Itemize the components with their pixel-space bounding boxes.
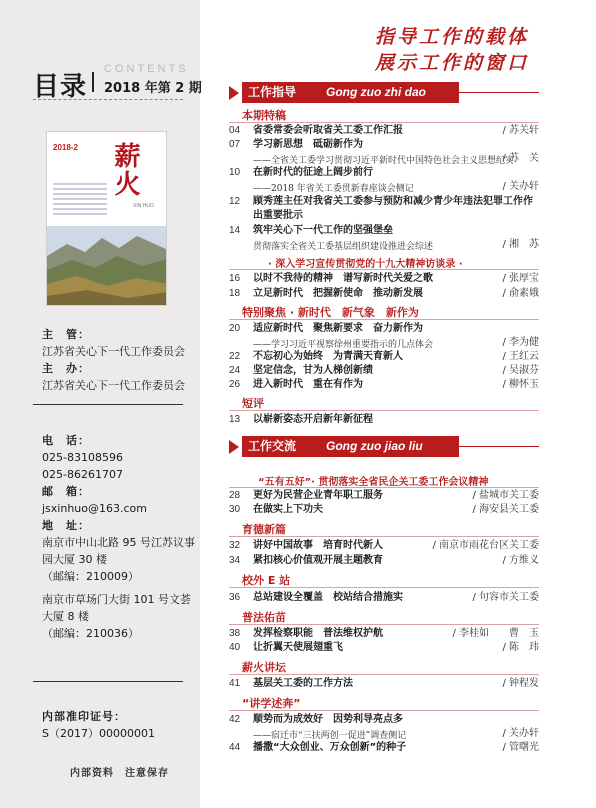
article-author: / 柳怀玉 bbox=[502, 379, 539, 390]
page-number: 40 bbox=[229, 642, 241, 653]
interview-banner: · 深入学习宣传贯彻党的十九大精神访谈录 · bbox=[268, 259, 463, 270]
sidebar-divider bbox=[33, 681, 183, 682]
address-label: 地 址： bbox=[42, 519, 90, 532]
address1-line1: 南京市中山北路 95 号江苏议事 bbox=[42, 536, 195, 549]
category-rule bbox=[229, 710, 539, 711]
category-feature: 本期特稿 bbox=[242, 109, 286, 122]
section-rule bbox=[459, 92, 539, 93]
category-lecture: 薪火讲坛 bbox=[242, 661, 286, 674]
page-number: 10 bbox=[229, 167, 241, 178]
arrow-icon bbox=[229, 86, 239, 100]
article-title: 顾秀莲主任对我省关工委参与预防和减少青少年违法犯罪工作作 bbox=[253, 196, 533, 207]
article-title: 更好为民营企业青年职工服务 bbox=[253, 490, 383, 501]
article-title: 进入新时代 重在有作为 bbox=[253, 379, 363, 390]
contents-word: CONTENTS bbox=[104, 63, 189, 75]
toc-row[interactable] bbox=[229, 272, 539, 286]
section-header-work-guidance bbox=[229, 82, 539, 103]
page-number: 18 bbox=[229, 288, 241, 299]
page-number: 13 bbox=[229, 414, 241, 425]
article-title: 筑牢关心下一代工作的坚强堡垒 bbox=[253, 225, 393, 236]
article-title-continued: 出重要批示 bbox=[253, 210, 303, 221]
category-rule bbox=[229, 536, 539, 537]
article-subtitle: ——全省关工委学习贯彻习近平新时代中国特色社会主义思想纪实 bbox=[253, 156, 515, 166]
article-author: / 海安县关工委 bbox=[472, 504, 539, 515]
page-number: 04 bbox=[229, 125, 241, 136]
toc-row[interactable] bbox=[229, 166, 539, 180]
email-value: jsxinhuo@163.com bbox=[42, 502, 147, 515]
category-special-focus: 特别聚焦 · 新时代 新气象 新作为 bbox=[242, 306, 419, 319]
article-author: / 盐城市关工委 bbox=[472, 490, 539, 501]
page-number: 42 bbox=[229, 714, 241, 725]
article-author: / 方维义 bbox=[502, 555, 539, 566]
article-title: 以崭新姿态开启新年新征程 bbox=[253, 414, 373, 425]
toc-row[interactable] bbox=[229, 489, 539, 503]
article-title: 基层关工委的工作方法 bbox=[253, 678, 353, 689]
toc-row[interactable] bbox=[229, 741, 539, 755]
toc-row[interactable] bbox=[229, 322, 539, 336]
article-author: / 张厚宝 bbox=[502, 273, 539, 284]
address2-line2: 大厦 8 楼 bbox=[42, 610, 89, 623]
toc-row[interactable] bbox=[229, 224, 539, 238]
article-title: 让折翼天使展翅重飞 bbox=[253, 642, 343, 653]
cover-issue: 2018-2 bbox=[53, 143, 78, 152]
page-number: 16 bbox=[229, 273, 241, 284]
sponsor-block bbox=[42, 326, 185, 394]
article-title: 以时不我待的精神 谱写新时代关爱之歌 bbox=[253, 273, 433, 284]
magazine-cover bbox=[46, 131, 167, 306]
article-author: / 南京市雨花台区关工委 bbox=[432, 540, 539, 551]
address2-zip: （邮编：210036） bbox=[42, 627, 139, 640]
toc-row[interactable] bbox=[229, 503, 539, 517]
category-rule bbox=[229, 674, 539, 675]
article-author: / 俞素娥 bbox=[502, 288, 539, 299]
permit-label: 内部准印证号： bbox=[42, 710, 126, 723]
contact-block bbox=[42, 432, 195, 642]
page-number: 32 bbox=[229, 540, 241, 551]
toc-row[interactable] bbox=[229, 364, 539, 378]
article-author: / 苏 关 bbox=[502, 153, 539, 164]
article-title: 讲好中国故事 培育时代新人 bbox=[253, 540, 383, 551]
dashed-divider bbox=[33, 99, 183, 100]
page-number: 34 bbox=[229, 555, 241, 566]
category-rule bbox=[229, 122, 539, 123]
toc-row[interactable] bbox=[229, 350, 539, 364]
phone-label: 电 话： bbox=[42, 434, 90, 447]
toc-row-author bbox=[229, 238, 539, 252]
permit-block bbox=[42, 708, 155, 742]
category-rule bbox=[229, 319, 539, 320]
page-number: 12 bbox=[229, 196, 241, 207]
article-author: / 苏关轩 bbox=[502, 125, 539, 136]
page-number: 30 bbox=[229, 504, 241, 515]
cover-landscape-image bbox=[47, 226, 167, 306]
article-title: 发挥检察职能 普法维权护航 bbox=[253, 628, 383, 639]
issue-number: 2018 年第 2 期 bbox=[104, 81, 202, 96]
email-label: 邮 箱： bbox=[42, 485, 90, 498]
toc-row-author bbox=[229, 180, 539, 194]
toc-row[interactable] bbox=[229, 554, 539, 568]
title-divider bbox=[92, 72, 94, 92]
footer-note: 内部资料 注意保存 bbox=[70, 768, 169, 779]
page-number: 22 bbox=[229, 351, 241, 362]
article-author: / 关办轩 bbox=[502, 181, 539, 192]
article-subtitle: ——学习习近平视察徐州重要指示的几点体会 bbox=[253, 340, 434, 350]
category-e-station: 校外 E 站 bbox=[242, 574, 291, 587]
toc-row[interactable] bbox=[229, 713, 539, 727]
host-label: 主 办： bbox=[42, 362, 90, 375]
toc-row[interactable] bbox=[229, 124, 539, 138]
page-number: 20 bbox=[229, 323, 241, 334]
section-title-bar: 工作交流 Gong zuo jiao liu bbox=[242, 436, 459, 457]
address2-line1: 南京市草场门大街 101 号文荟 bbox=[42, 593, 191, 606]
permit-value: S（2017）00000001 bbox=[42, 727, 155, 740]
article-author: / 李为健 bbox=[502, 337, 539, 348]
arrow-icon bbox=[229, 440, 239, 454]
page-number: 28 bbox=[229, 490, 241, 501]
page-number: 26 bbox=[229, 379, 241, 390]
article-title: 在新时代的征途上阔步前行 bbox=[253, 167, 373, 178]
article-author: / 钟程发 bbox=[502, 678, 539, 689]
category-legal-education: 普法佑苗 bbox=[242, 611, 286, 624]
article-title: 适应新时代 聚焦新要求 奋力新作为 bbox=[253, 323, 423, 334]
category-talk: “讲学述奔” bbox=[242, 697, 301, 710]
toc-row-author bbox=[229, 336, 539, 350]
category-moral-education: 育德新篇 bbox=[242, 523, 286, 536]
article-author: / 管曙光 bbox=[502, 742, 539, 753]
phone-1: 025-83108596 bbox=[42, 451, 123, 464]
phone-2: 025-86261707 bbox=[42, 468, 123, 481]
toc-row-author bbox=[229, 152, 539, 166]
host-value: 江苏省关心下一代工作委员会 bbox=[42, 379, 185, 392]
article-author: / 王红云 bbox=[502, 351, 539, 362]
article-title: 省委常委会听取省关工委工作汇报 bbox=[253, 125, 403, 136]
article-title: 坚定信念，甘为人梯创新绩 bbox=[253, 365, 373, 376]
article-author: / 湘 苏 bbox=[502, 239, 539, 250]
category-rule bbox=[229, 410, 539, 411]
toc-row[interactable] bbox=[229, 539, 539, 553]
sidebar-divider bbox=[33, 404, 183, 405]
cover-contents-lines bbox=[53, 180, 107, 218]
toc-row[interactable] bbox=[229, 627, 539, 641]
article-subtitle: 贯彻落实全省关工委基层组织建设推进会综述 bbox=[253, 242, 434, 252]
slogan-line-1: 指导工作的载体 bbox=[375, 26, 530, 48]
page-number: 44 bbox=[229, 742, 241, 753]
category-rule bbox=[229, 487, 539, 488]
page-number: 41 bbox=[229, 678, 241, 689]
category-rule bbox=[229, 587, 539, 588]
article-title: 在做实上下功夫 bbox=[253, 504, 323, 515]
toc-row[interactable] bbox=[229, 641, 539, 655]
article-title: 紧扣核心价值观开展主题教育 bbox=[253, 555, 383, 566]
page-number: 14 bbox=[229, 225, 241, 236]
category-rule bbox=[229, 269, 539, 270]
toc-row[interactable] bbox=[229, 138, 539, 152]
toc-row[interactable] bbox=[229, 677, 539, 691]
article-author: / 关办轩 bbox=[502, 728, 539, 739]
article-title: 顺势而为成效好 因势利导亮点多 bbox=[253, 714, 403, 725]
page-number: 36 bbox=[229, 592, 241, 603]
toc-row[interactable] bbox=[229, 378, 539, 392]
article-title: 立足新时代 把握新使命 推动新发展 bbox=[253, 288, 423, 299]
article-author: / 李桂如 曹 玉 bbox=[452, 628, 539, 639]
page-number: 24 bbox=[229, 365, 241, 376]
page-number: 07 bbox=[229, 139, 241, 150]
article-subtitle: ——宿迁市“三扶两创一促进”调查侧记 bbox=[253, 731, 407, 741]
toc-row[interactable] bbox=[229, 413, 539, 427]
article-author: / 句容市关工委 bbox=[472, 592, 539, 603]
category-rule bbox=[229, 624, 539, 625]
sponsor-value: 江苏省关心下一代工作委员会 bbox=[42, 345, 185, 358]
address1-zip: （邮编：210009） bbox=[42, 570, 139, 583]
article-title: 播撒“大众创业、万众创新”的种子 bbox=[253, 742, 407, 753]
toc-row[interactable] bbox=[229, 287, 539, 301]
toc-row[interactable] bbox=[229, 195, 539, 209]
article-title: 学习新思想 砥砺新作为 bbox=[253, 139, 363, 150]
category-commentary: 短评 bbox=[242, 397, 264, 410]
toc-row-author bbox=[229, 727, 539, 741]
conference-banner: “五有五好”· 贯彻落实全省民企关工委工作会议精神 bbox=[258, 477, 489, 488]
mulu-title: 目录 bbox=[33, 72, 88, 102]
toc-row-continued bbox=[229, 209, 539, 223]
article-title: 不忘初心为始终 为青满天育新人 bbox=[253, 351, 403, 362]
sponsor-label: 主 管： bbox=[42, 328, 90, 341]
slogan-line-2: 展示工作的窗口 bbox=[375, 52, 530, 74]
section-rule bbox=[459, 446, 539, 447]
section-title-bar: 工作指导 Gong zuo zhi dao bbox=[242, 82, 459, 103]
article-author: / 吴淑芬 bbox=[502, 365, 539, 376]
cover-subtitle: XIN HUO bbox=[133, 203, 154, 209]
article-subtitle: ——2018 年省关工委贯新春座谈会侧记 bbox=[253, 184, 414, 194]
cover-title: 薪火 bbox=[110, 142, 140, 198]
page-number: 38 bbox=[229, 628, 241, 639]
article-author: / 陈 玮 bbox=[502, 642, 539, 653]
address1-line2: 园大厦 30 楼 bbox=[42, 553, 107, 566]
toc-row[interactable] bbox=[229, 591, 539, 605]
section-header-work-exchange bbox=[229, 436, 539, 457]
article-title: 总站建设全覆盖 校站结合措施实 bbox=[253, 592, 403, 603]
